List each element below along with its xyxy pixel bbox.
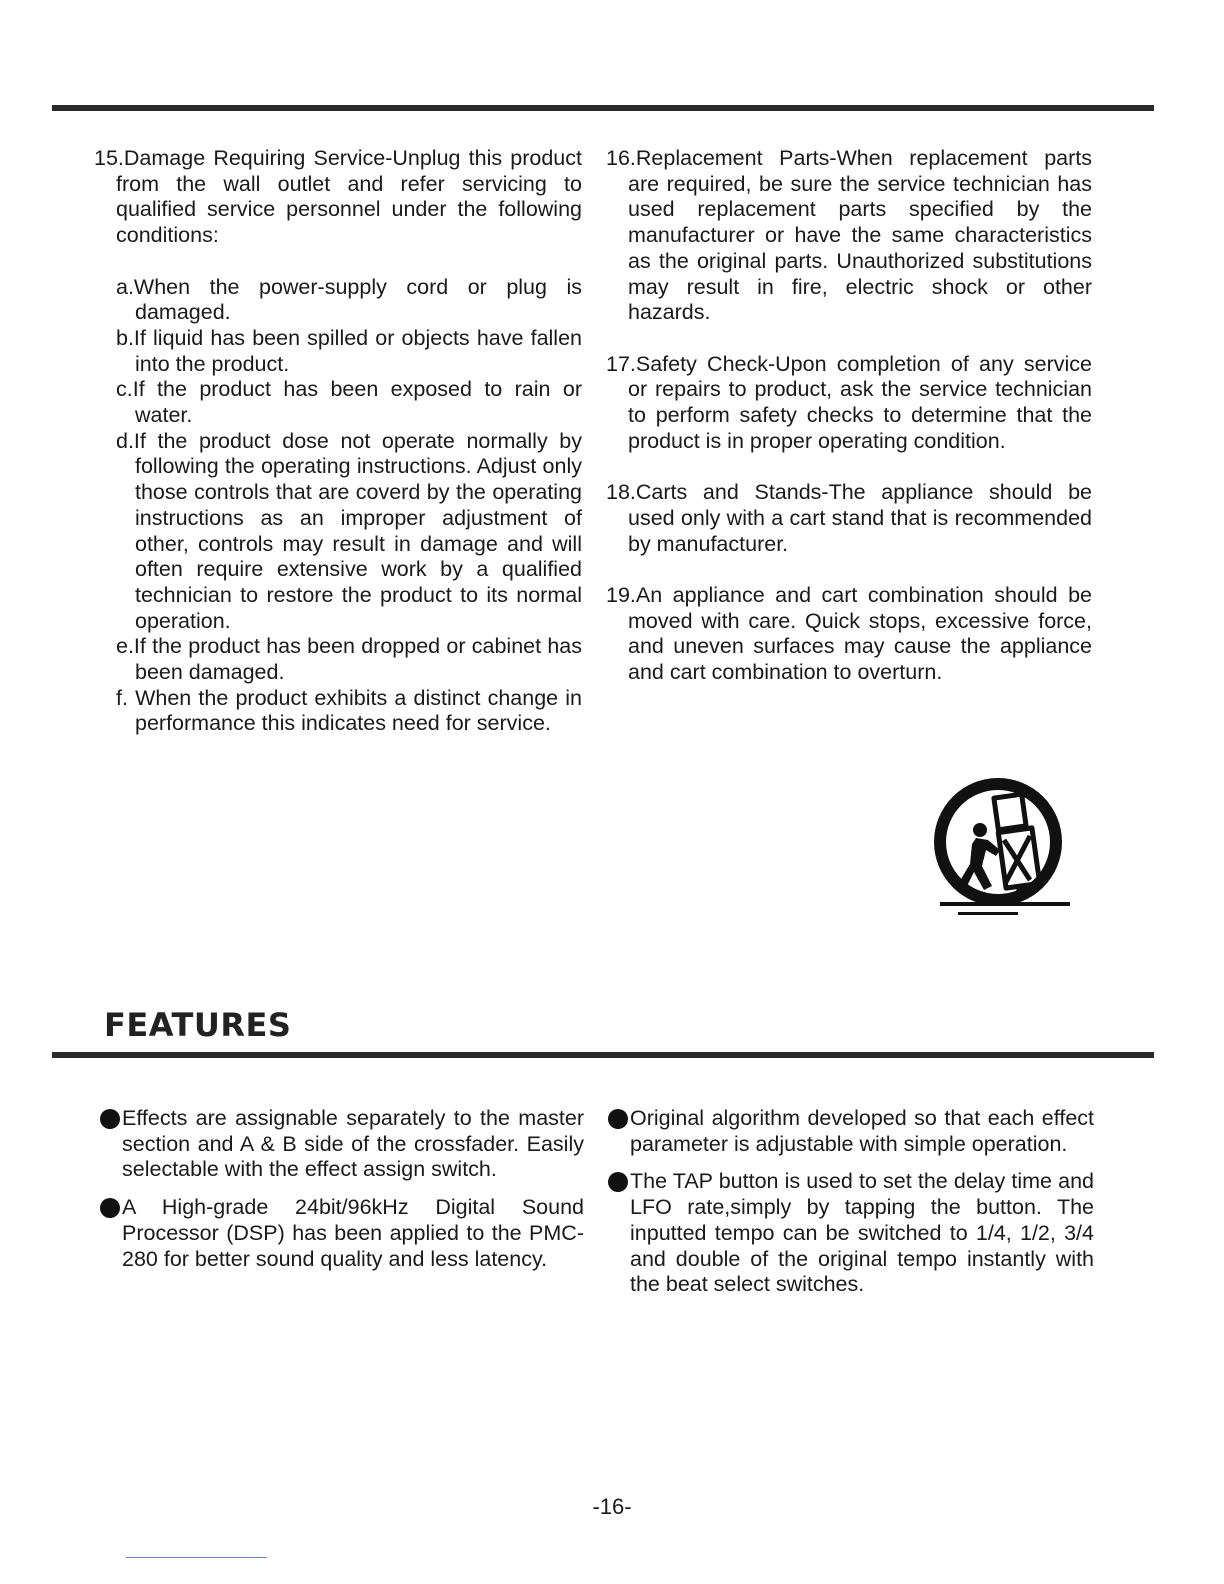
condition-item: f. When the product exhibits a distinct change in performance this indicates need for service. bbox=[116, 685, 582, 736]
cart-tip-over-warning-icon bbox=[918, 770, 1078, 930]
features-rule bbox=[52, 1052, 1154, 1058]
bullet-icon bbox=[608, 1109, 628, 1129]
safety-column-left bbox=[94, 146, 582, 737]
condition-list bbox=[94, 275, 582, 738]
footer-line bbox=[126, 1557, 267, 1558]
condition-item: d.If the product dose not operate normally by following the operating instructions. Adjust only those controls that are coverd by the operating instructions as an improper adjustment of other, controls may result in damage and will often require extensive work by a qualified technician to restore the product to its normal operation. bbox=[116, 428, 582, 633]
bullet-icon bbox=[608, 1172, 628, 1192]
safety-column-right bbox=[606, 146, 1092, 711]
condition-item: e.If the product has been dropped or cabinet has been damaged. bbox=[116, 634, 582, 685]
condition-item: c.If the product has been exposed to rain or water. bbox=[116, 377, 582, 428]
page-number: -16- bbox=[592, 1494, 632, 1519]
safety-item-16: 16.Replacement Parts-When replacement parts are required, be sure the service technician has used replacement parts specified by the manufacturer or have the same characteristics as the original parts. Unauthorized substitutions may result in fire, electric shock or other hazards. bbox=[606, 146, 1092, 325]
bullet-icon bbox=[100, 1109, 120, 1129]
safety-item-15: 15.Damage Requiring Service-Unplug this product from the wall outlet and refer servicing to qualified service personnel under the following conditions: bbox=[94, 146, 582, 248]
safety-item-18: 18.Carts and Stands-The appliance should be used only with a cart stand that is recommended by manufacturer. bbox=[606, 480, 1092, 556]
features-column-right bbox=[608, 1106, 1094, 1310]
safety-item-19: 19.An appliance and cart combination should be moved with care. Quick stops, excessive force, and uneven surfaces may cause the appliance and cart combination to overturn. bbox=[606, 582, 1092, 685]
top-rule bbox=[52, 105, 1154, 111]
features-column-left bbox=[100, 1106, 584, 1284]
condition-item: b.If liquid has been spilled or objects have fallen into the product. bbox=[116, 325, 582, 376]
features-title: FEATURES bbox=[104, 1006, 292, 1044]
bullet-icon bbox=[100, 1198, 120, 1218]
feature-item: Effects are assignable separately to the master section and A & B side of the crossfader. Easily selectable with the effect assign switch. bbox=[100, 1106, 584, 1183]
feature-item: Original algorithm developed so that each effect parameter is adjustable with simple operation. bbox=[608, 1106, 1094, 1157]
feature-item: A High-grade 24bit/96kHz Digital Sound Processor (DSP) has been applied to the PMC-280 for better sound quality and less latency. bbox=[100, 1195, 584, 1272]
condition-item: a.When the power-supply cord or plug is damaged. bbox=[116, 274, 582, 325]
safety-item-17: 17.Safety Check-Upon completion of any service or repairs to product, ask the service technician to perform safety checks to determine that the product is in proper operating condition. bbox=[606, 351, 1092, 453]
feature-item: The TAP button is used to set the delay time and LFO rate,simply by tapping the button. The inputted tempo can be switched to 1/4, 1/2, 3/4 and double of the original tempo instantly with the beat select switches. bbox=[608, 1169, 1094, 1298]
